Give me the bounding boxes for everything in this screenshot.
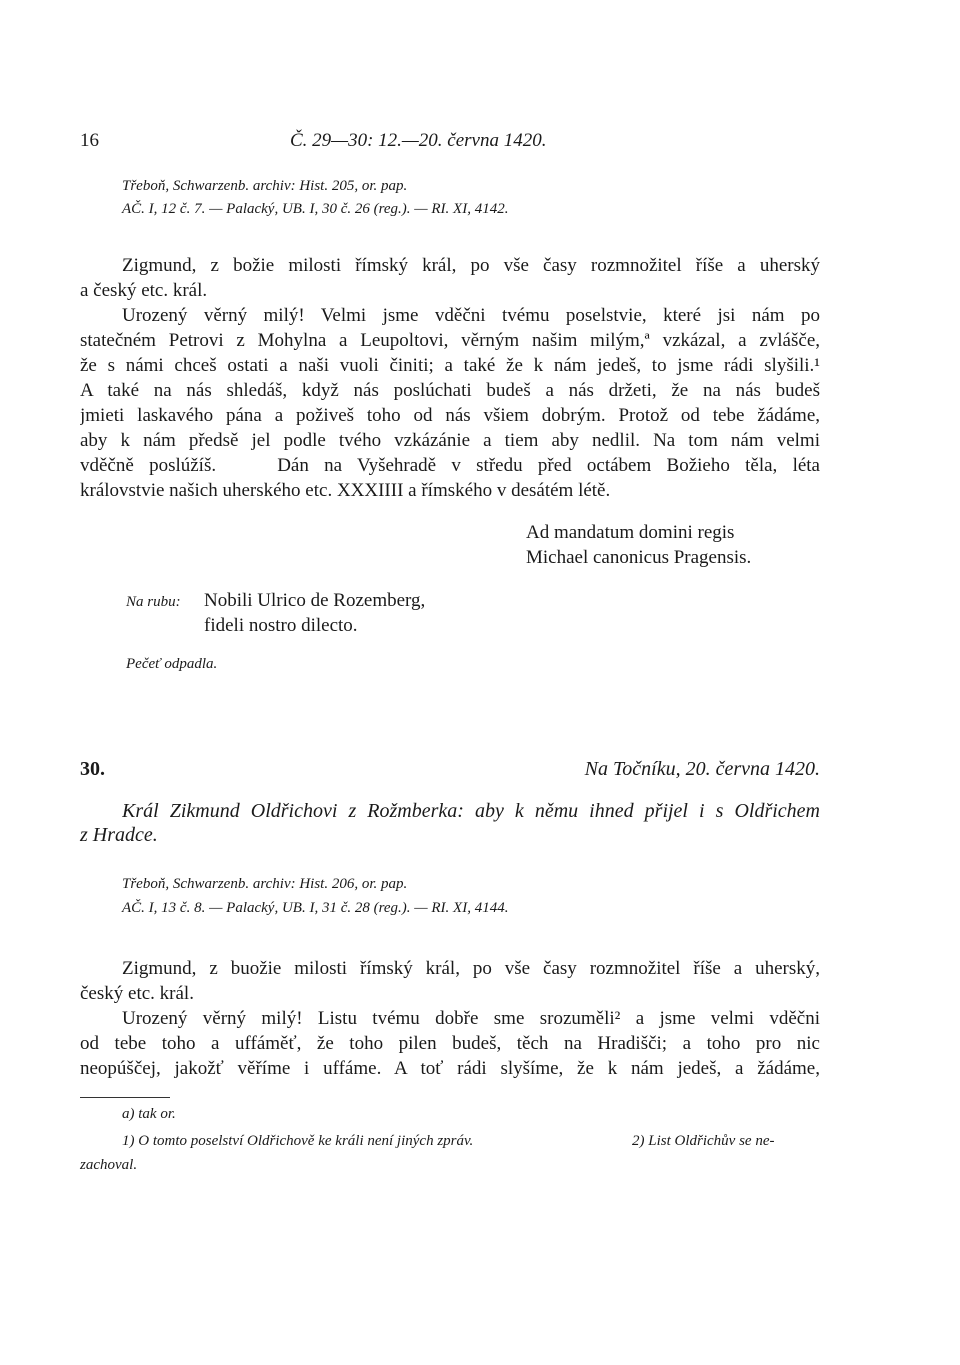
text-line: Zigmund, z buožie milosti římský král, po vše časy rozmnožitel říše a uherský, — [122, 958, 820, 979]
text-line: neopúščej, jakožť věříme i uffáme. A toť rádi slyšíme, že k nám jedeš, a žádáme, — [80, 1058, 820, 1079]
text-line: jmieti laskavého pána a poživeš toho od nás všiem dobrým. Protož od tebe žádáme, — [80, 405, 820, 426]
text-line: že s námi chceš ostati a naši vuoli činiti; a také že k nám jedeš, to jsme rádi slyšili.¹ — [80, 355, 820, 376]
footnote-divider — [80, 1097, 170, 1098]
text-line: Urozený věrný milý! Velmi jsme vděčni tvému poselstvie, které jsi nám po — [122, 305, 820, 326]
text-line: A také na nás shledáš, když nás poslúchati budeš a nás držeti, že na nás budeš — [80, 380, 820, 401]
text-line: královstvie našich uherského etc. XXXIIII a římského v desátém létě. — [80, 480, 611, 501]
regest-line: Král Zikmund Oldřichovi z Rožmberka: aby k němu ihned přijel i s Oldřichem — [122, 800, 820, 822]
verso-label: Na rubu: — [126, 594, 181, 610]
text-line: český etc. král. — [80, 983, 194, 1004]
text-line: a český etc. král. — [80, 280, 208, 301]
place-date: Na Točníku, 20. června 1420. — [584, 758, 820, 780]
signature-line: Michael canonicus Pragensis. — [526, 547, 752, 568]
text-line: od tebe toho a uffáměť, že toho pilen budeš, těch na Hradišči; a toho pro nic — [80, 1033, 820, 1054]
verso-line: fideli nostro dilecto. — [204, 615, 358, 636]
document-number: 30. — [80, 758, 105, 780]
verso-line: Nobili Ulrico de Rozemberg, — [204, 590, 426, 611]
running-title: Č. 29—30: 12.—20. června 1420. — [290, 130, 547, 151]
seal-note: Pečeť odpadla. — [126, 656, 218, 672]
text-line: aby k nám předsě jel podle tvého vzkázánie a tiem aby nedlil. Na tom nám velmi — [80, 430, 820, 451]
footnote-2-continuation: zachoval. — [80, 1157, 138, 1173]
text-line: Urozený věrný milý! Listu tvému dobře sme srozuměli² a jsme velmi vděčni — [122, 1008, 820, 1029]
footnote-a: a) tak or. — [122, 1106, 176, 1122]
source-line: Třeboň, Schwarzenb. archiv: Hist. 206, or. pap. — [122, 876, 408, 892]
source-line: Třeboň, Schwarzenb. archiv: Hist. 205, or. pap. — [122, 178, 408, 194]
text-line: vděčně poslúžíš. Dán na Vyšehradě v středu před octábem Božieho těla, léta — [80, 455, 820, 476]
text-line: Zigmund, z božie milosti římský král, po vše časy rozmnožitel říše a uherský — [122, 255, 820, 276]
source-line: AČ. I, 13 č. 8. — Palacký, UB. I, 31 č. 28 (reg.). — RI. XI, 4144. — [122, 900, 509, 916]
page-number: 16 — [80, 130, 99, 151]
signature-line: Ad mandatum domini regis — [526, 522, 735, 543]
source-line: AČ. I, 12 č. 7. — Palacký, UB. I, 30 č. 26 (reg.). — RI. XI, 4142. — [122, 201, 509, 217]
footnote-1: 1) O tomto poselství Oldřichově ke králi není jiných zpráv. — [122, 1133, 474, 1149]
regest-line: z Hradce. — [80, 824, 158, 846]
footnote-2: 2) List Oldřichův se ne- — [632, 1133, 775, 1149]
text-line: statečném Petrovi z Mohylna a Leupoltovi, věrným našim milým,ª vzkázal, a zvlášče, — [80, 330, 820, 351]
